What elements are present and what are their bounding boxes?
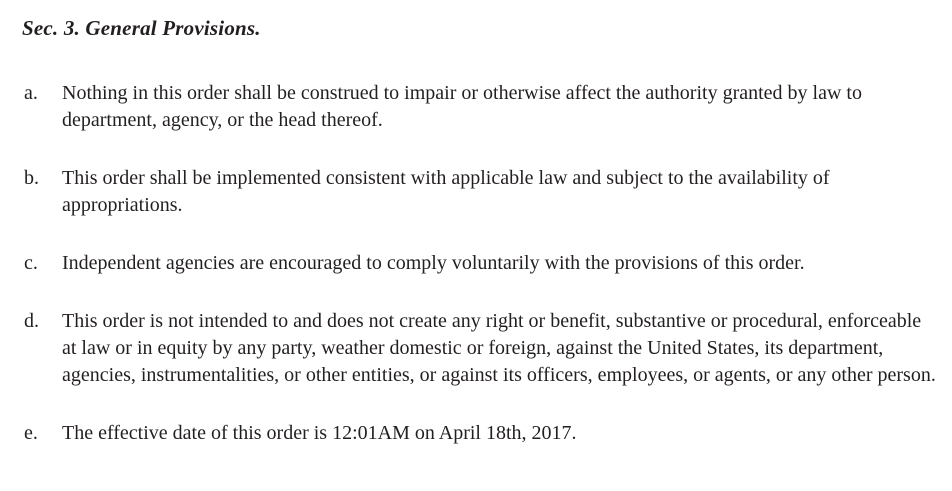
- list-item: [24, 80, 940, 134]
- list-item: [24, 308, 940, 389]
- list-item: [24, 250, 940, 277]
- list-item-letter: d.: [24, 310, 39, 332]
- list-item-text: The effective date of this order is 12:01AM on April 18th, 2017.: [62, 422, 577, 444]
- section-heading: Sec. 3. General Provisions.: [22, 16, 261, 40]
- list-item-text: This order shall be implemented consistent with applicable law and subject to the availability of appropriations.: [62, 167, 830, 216]
- list-item-letter: c.: [24, 252, 38, 274]
- list-item-letter: b.: [24, 167, 39, 189]
- list-item: [24, 420, 940, 447]
- list-item: [24, 165, 940, 219]
- list-item-text: Nothing in this order shall be construed to impair or otherwise affect the authority granted by law to department, agency, or the head thereof.: [62, 82, 862, 131]
- list-item-letter: a.: [24, 82, 38, 104]
- list-item-text: Independent agencies are encouraged to comply voluntarily with the provisions of this order.: [62, 252, 805, 274]
- provision-list: [24, 80, 940, 447]
- list-item-letter: e.: [24, 422, 38, 444]
- list-item-text: This order is not intended to and does not create any right or benefit, substantive or procedural, enforceable at law or in equity by any party, weather domestic or foreign, against the United States, its department, agencies, instrumentalities, or other entities, or against its officers, employees, or agents, or any other person.: [62, 310, 936, 386]
